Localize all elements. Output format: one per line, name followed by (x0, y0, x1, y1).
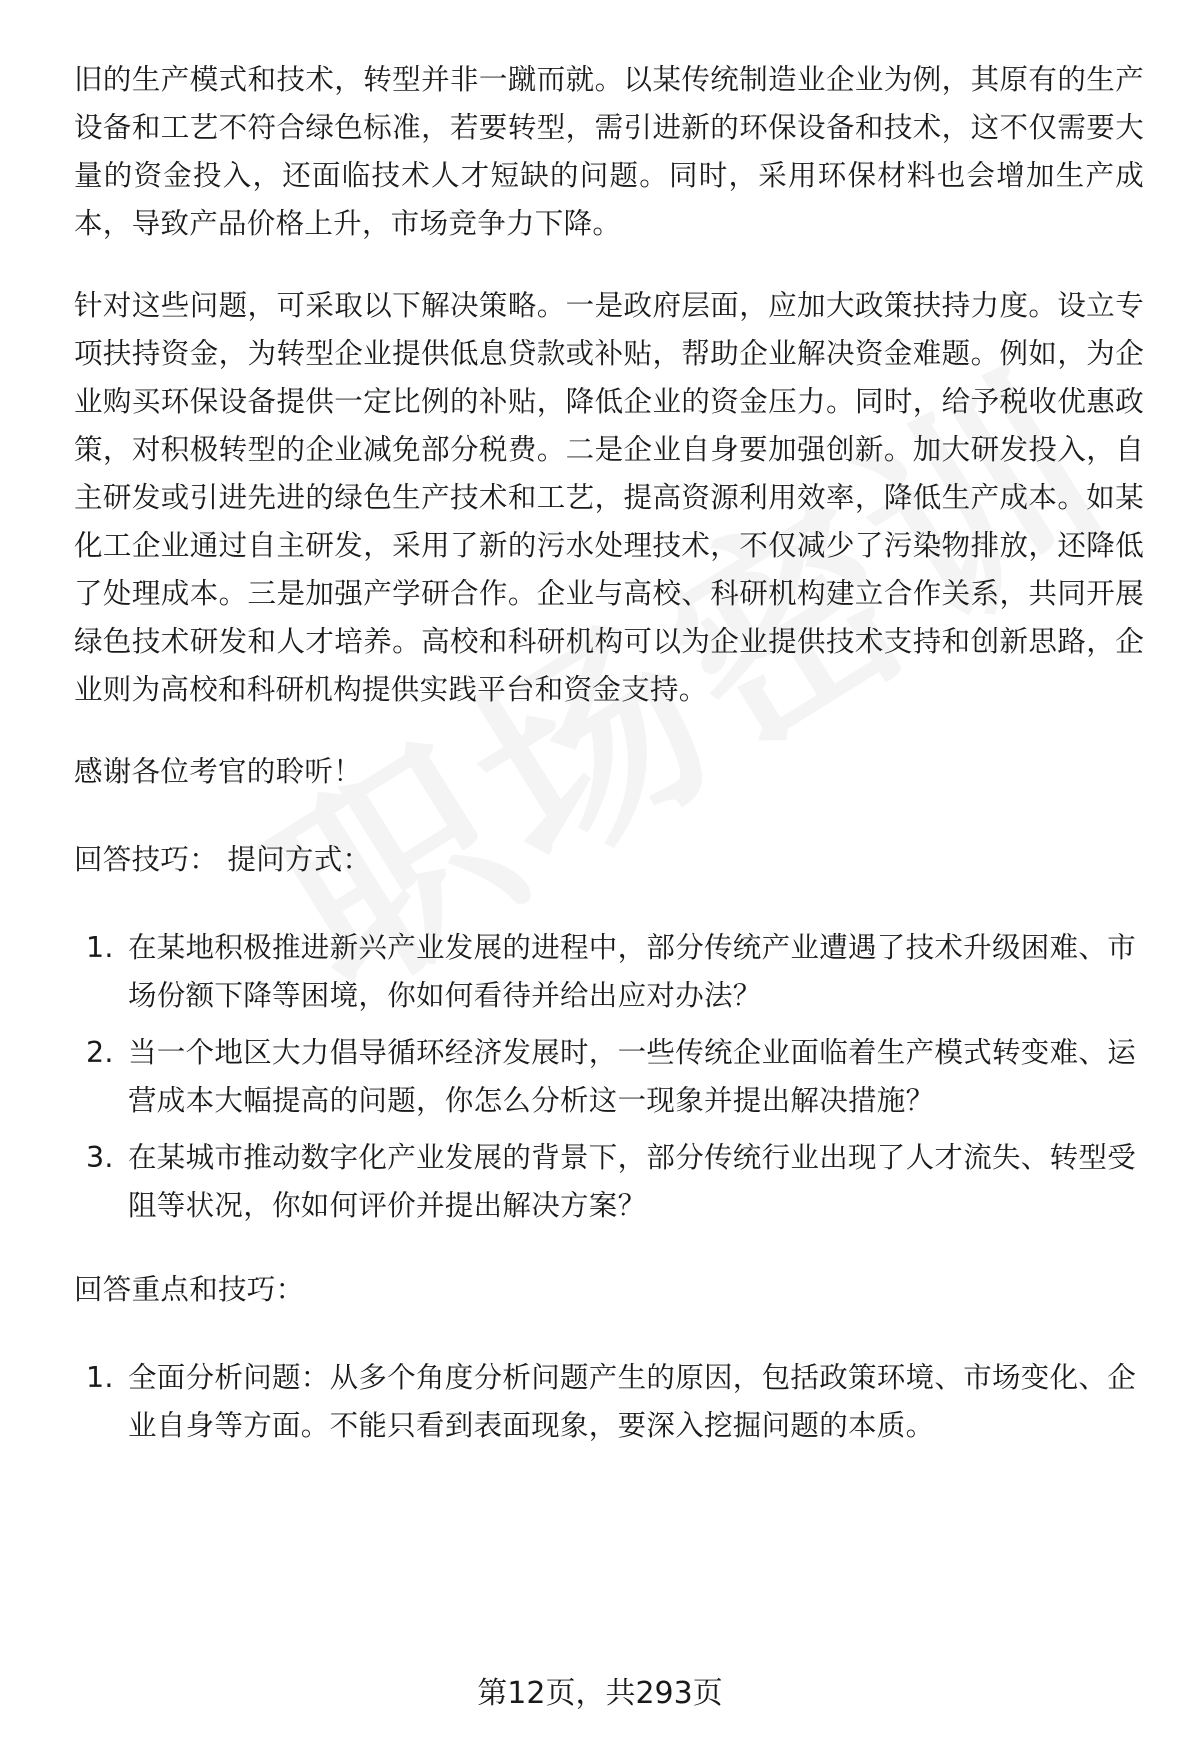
body-paragraph: 旧的生产模式和技术，转型并非一蹴而就。以某传统制造业企业为例，其原有的生产设备和工艺不符合绿色标准，若要转型，需引进新的环保设备和技术，这不仅需要大量的资金投入，还面临技术人才短缺的问题。同时，采用环保材料也会增加生产成本，导致产品价格上升，市场竞争力下降。 (74, 63, 1144, 240)
list-item-number: 3. (86, 1141, 114, 1174)
section-label-tips: 回答重点和技巧： (74, 1273, 305, 1306)
tips-list (74, 1354, 1144, 1450)
closing-thanks: 感谢各位考官的聆听！ (74, 755, 363, 788)
page-number-footer: 第12页，共293页 (477, 1676, 723, 1711)
list-item-number: 1. (86, 1361, 114, 1394)
body-paragraph: 针对这些问题，可采取以下解决策略。一是政府层面，应加大政策扶持力度。设立专项扶持资金，为转型企业提供低息贷款或补贴，帮助企业解决资金难题。例如，为企业购买环保设备提供一定比例的补贴，降低企业的资金压力。同时，给予税收优惠政策，对积极转型的企业减免部分税费。二是企业自身要加强创新。加大研发投入，自主研发或引进先进的绿色生产技术和工艺，提高资源利用效率，降低生产成本。如某化工企业通过自主研发，采用了新的污水处理技术，不仅减少了污染物排放，还降低了处理成本。三是加强产学研合作。企业与高校、科研机构建立合作关系，共同开展绿色技术研发和人才培养。高校和科研机构可以为企业提供技术支持和创新思路，企业则为高校和科研机构提供实践平台和资金支持。 (74, 289, 1144, 706)
questions-list (74, 924, 1144, 1230)
document-body (74, 56, 1144, 1486)
list-item-number: 1. (86, 931, 114, 964)
list-item (74, 924, 1144, 1020)
list-item-text: 在某地积极推进新兴产业发展的进程中，部分传统产业遭遇了技术升级困难、市场份额下降等困境，你如何看待并给出应对办法？ (128, 931, 1137, 1012)
list-item-text: 全面分析问题：从多个角度分析问题产生的原因，包括政策环境、市场变化、企业自身等方面。不能只看到表面现象，要深入挖掘问题的本质。 (128, 1361, 1137, 1442)
list-item (74, 1134, 1144, 1230)
list-item-text: 当一个地区大力倡导循环经济发展时，一些传统企业面临着生产模式转变难、运营成本大幅提高的问题，你怎么分析这一现象并提出解决措施？ (128, 1036, 1137, 1117)
list-item-number: 2. (86, 1036, 114, 1069)
list-item-text: 在某城市推动数字化产业发展的背景下，部分传统行业出现了人才流失、转型受阻等状况，你如何评价并提出解决方案？ (128, 1141, 1137, 1222)
list-item (74, 1354, 1144, 1450)
section-label-questions: 回答技巧： 提问方式： (74, 843, 372, 876)
list-item (74, 1029, 1144, 1125)
